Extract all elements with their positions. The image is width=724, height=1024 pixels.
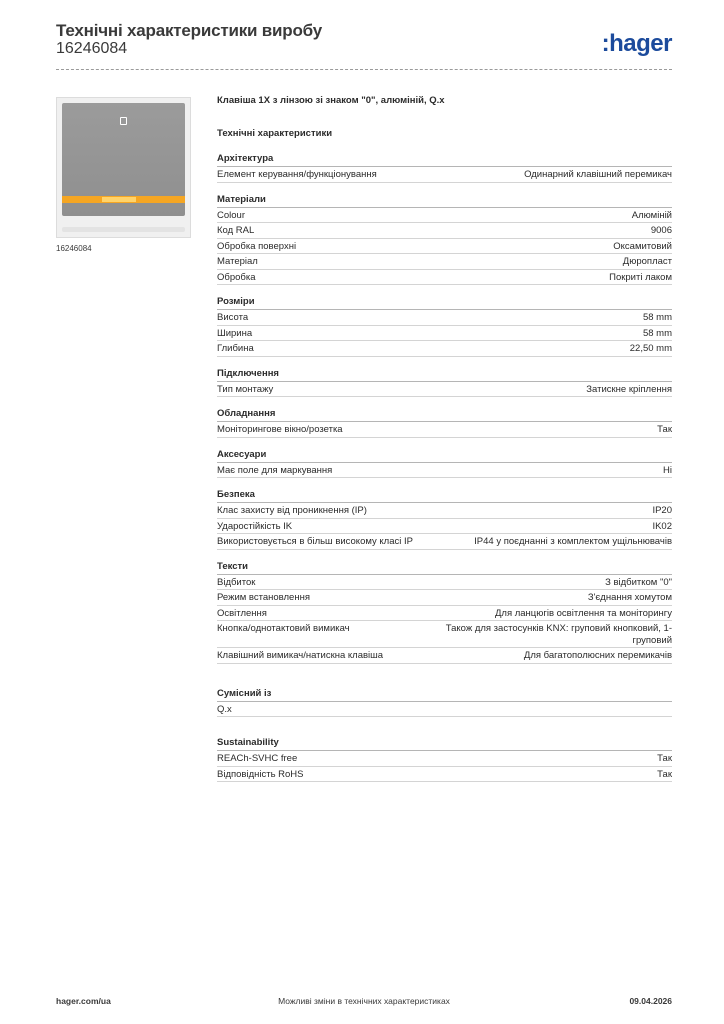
spec-label: Режим встановлення [217,592,310,603]
spec-group-title: Аксесуари [217,449,672,463]
spec-row [217,326,672,342]
spec-label: Має поле для маркування [217,464,333,476]
spec-group-title: Архітектура [217,153,672,167]
spec-label: Моніторингове вікно/розетка [217,424,343,435]
spec-label: Q.x [217,703,232,715]
spec-label: Ширина [217,327,253,339]
spec-label: Висота [217,312,249,323]
spec-group [217,449,672,479]
spec-value: Так [657,424,672,435]
spec-row [217,534,672,550]
spec-value: Так [657,768,672,780]
spec-value: Затискне кріплення [586,383,672,395]
spec-row [217,503,672,519]
spec-row [217,621,672,648]
spec-value: Також для застосунків KNX: груповий кнопковий, 1-груповий [445,623,672,646]
footer-url[interactable]: hager.com/ua [56,996,111,1006]
spec-group-title: Обладнання [217,408,672,422]
spec-row [217,254,672,270]
spec-group-title: Sustainability [217,737,672,751]
spec-group-title: Тексти [217,561,672,575]
spec-row [217,702,672,718]
spec-group-title: Підключення [217,368,672,382]
spec-row [217,519,672,535]
spec-value: Алюміній [631,209,672,221]
spec-row [217,751,672,767]
spec-row [217,341,672,357]
spec-group [217,296,672,357]
spec-label: Кнопка/однотактовий вимикач [217,623,350,634]
spec-value: 9006 [650,225,672,236]
spec-value: Для багатополюсних перемикачів [523,650,672,661]
spec-value: 58 mm [642,327,672,339]
spec-group [217,408,672,438]
spec-row [217,422,672,438]
hager-logo[interactable]: :hager [601,30,672,57]
spec-label: Використовується в більш високому класі IP [217,536,413,547]
spec-value: Оксамитовий [613,240,672,252]
zero-symbol-icon [120,117,127,125]
spec-group [217,561,672,664]
spec-label: Обробка [217,271,256,283]
spec-value: Одинарний клавішний перемикач [524,169,672,180]
spec-label: Відповідність RoHS [217,768,304,780]
spec-row [217,167,672,183]
spec-groups [217,153,672,782]
spec-row [217,270,672,286]
product-image [56,97,191,238]
spec-row [217,223,672,239]
spec-label: Обробка поверхні [217,240,297,252]
spec-row [217,208,672,224]
spec-label: Тип монтажу [217,383,274,395]
spec-row [217,239,672,255]
lens-highlight [102,197,136,202]
spec-value: 22,50 mm [629,343,672,354]
spec-row [217,463,672,479]
spec-label: Елемент керування/функціонування [217,169,377,180]
spec-value: Дюропласт [622,256,672,267]
spec-label: Освітлення [217,607,267,619]
spec-group-title: Розміри [217,296,672,310]
spec-group [217,688,672,718]
spec-label: REACh-SVHC free [217,753,298,764]
spec-value: IP20 [652,505,672,516]
spec-row [217,310,672,326]
spec-label: Colour [217,209,245,221]
spec-label: Відбиток [217,576,256,588]
header-divider [56,69,672,70]
image-caption: 16246084 [56,244,92,253]
plate-shadow [62,227,185,232]
spec-row [217,382,672,398]
spec-group-title: Матеріали [217,194,672,208]
switch-plate [62,103,185,216]
spec-value: З відбитком "0" [605,576,672,588]
spec-label: Матеріал [217,256,258,267]
page-title: Технічні характеристики виробу [56,21,322,40]
spec-value: З'єднання хомутом [587,592,672,603]
spec-row [217,575,672,591]
spec-group [217,153,672,183]
spec-value: Покриті лаком [609,271,672,283]
product-title: Клавіша 1X з лінзою зі знаком "0", алюміній, Q.x [217,95,445,106]
spec-value: Так [657,753,672,764]
spec-content [217,95,672,782]
spec-label: Клавішний вимикач/натискна клавіша [217,650,384,661]
spec-group [217,737,672,782]
spec-row [217,606,672,622]
footer-date: 09.04.2026 [629,996,672,1006]
spec-value: Ні [663,464,672,476]
spec-group [217,489,672,550]
spec-row [217,590,672,606]
spec-label: Глибина [217,343,254,354]
spec-row [217,767,672,783]
spec-value: IK02 [652,520,672,532]
spec-group [217,368,672,398]
spec-group [217,194,672,286]
spec-value: IP44 у поєднанні з комплектом ущільнювачів [474,536,672,547]
spec-value: Для ланцюгів освітлення та моніторингу [494,607,672,619]
product-number: 16246084 [56,40,128,57]
spec-label: Клас захисту від проникнення (IP) [217,505,367,516]
spec-label: Ударостійкість IK [217,520,293,532]
spec-value: 58 mm [642,312,672,323]
section-heading: Технічні характеристики [217,128,333,139]
spec-group-title: Сумісний із [217,688,672,702]
spec-label: Код RAL [217,225,255,236]
footer-disclaimer: Можливі зміни в технічних характеристиках [278,996,450,1006]
spec-group-title: Безпека [217,489,672,503]
spec-row [217,648,672,664]
